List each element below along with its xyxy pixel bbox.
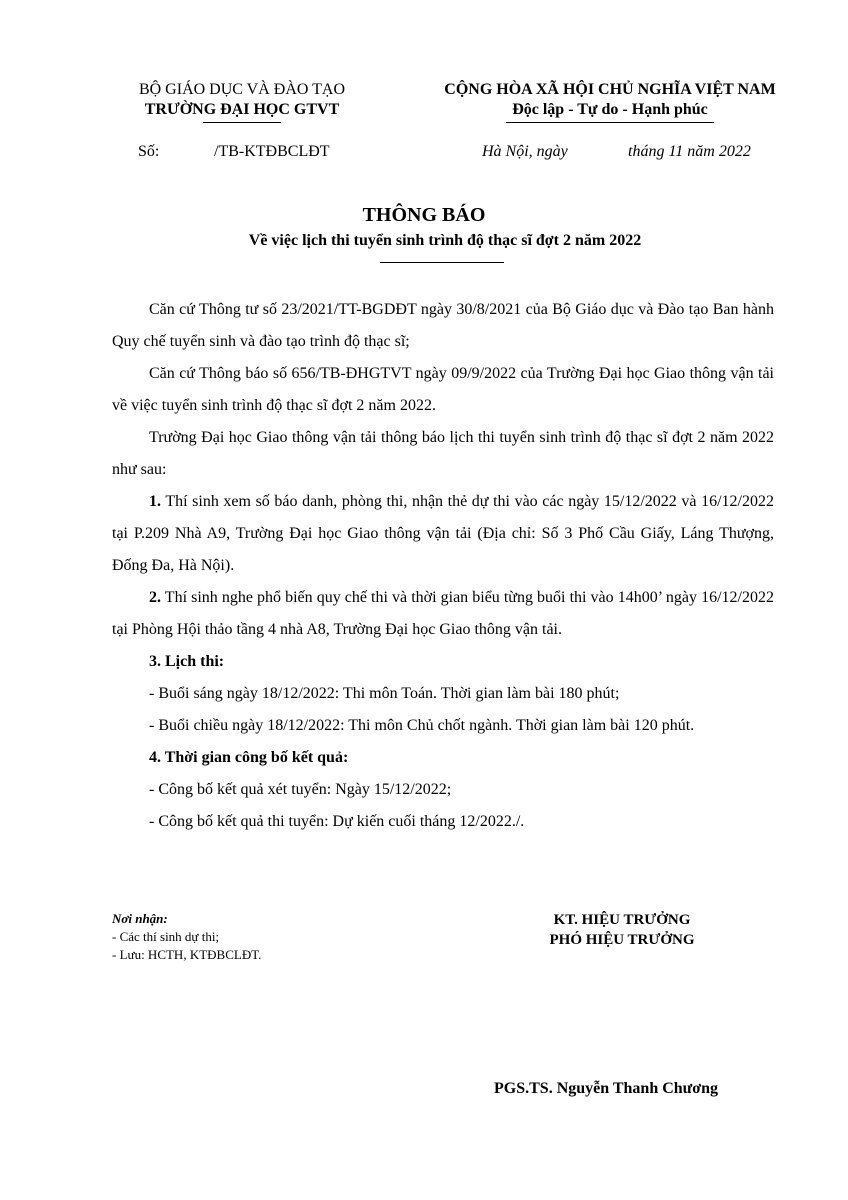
- number-label: Số:: [138, 143, 160, 160]
- paragraph-legal-basis-1: Căn cứ Thông tư số 23/2021/TT-BGDĐT ngày 30/8/2021 của Bộ Giáo dục và Đào tạo Ban hành Quy chế tuyển sinh và đào tạo trình độ thạc sĩ;: [112, 301, 774, 350]
- item-1-text: Thí sinh xem số báo danh, phòng thi, nhận thẻ dự thi vào các ngày 15/12/2022 và 16/12/2022 tại P.209 Nhà A9, Trường Đại học Giao thông vận tải (Địa chỉ: Số 3 Phố Cầu Giấy, Láng Thượng, Đống Đa, Hà Nội).: [112, 493, 775, 574]
- motto-underline: [506, 122, 714, 123]
- document-number: [138, 143, 330, 161]
- schedule-afternoon: - Buổi chiều ngày 18/12/2022: Thi môn Chủ chốt ngành. Thời gian làm bài 120 phút.: [149, 717, 695, 734]
- issuer-block: [112, 80, 372, 123]
- result-admission: - Công bố kết quả xét tuyển: Ngày 15/12/2022;: [149, 781, 452, 798]
- section-results-heading: 4. Thời gian công bố kết quả:: [149, 749, 349, 766]
- signer-name: PGS.TS. Nguyễn Thanh Chương: [494, 1080, 719, 1097]
- document-subtitle: Về việc lịch thi tuyển sinh trình độ thạc sĩ đợt 2 năm 2022: [248, 232, 642, 249]
- item-1: [112, 486, 774, 582]
- signer-role-2: PHÓ HIỆU TRƯỞNG: [549, 932, 695, 948]
- nation-name: CỘNG HÒA XÃ HỘI CHỦ NGHĨA VIỆT NAM: [444, 81, 776, 98]
- date-suffix: tháng 11 năm 2022: [628, 143, 751, 160]
- item-2-number: 2.: [149, 589, 161, 606]
- national-motto: Độc lập - Tự do - Hạnh phúc: [512, 101, 708, 118]
- recipient-line-1: - Các thí sinh dự thi;: [112, 929, 220, 944]
- school-name: TRƯỜNG ĐẠI HỌC GTVT: [144, 101, 340, 118]
- number-suffix: /TB-KTĐBCLĐT: [214, 143, 330, 160]
- issuer-underline: [203, 122, 281, 123]
- recipient-line-2: - Lưu: HCTH, KTĐBCLĐT.: [112, 947, 262, 962]
- schedule-morning: - Buổi sáng ngày 18/12/2022: Thi môn Toán. Thời gian làm bài 180 phút;: [149, 685, 620, 702]
- signer-block: [508, 910, 736, 950]
- section-schedule-heading: 3. Lịch thi:: [149, 653, 225, 670]
- recipients-label: Nơi nhận:: [112, 911, 168, 926]
- item-1-number: 1.: [149, 493, 161, 510]
- title-divider: [380, 262, 504, 263]
- national-heading: [418, 80, 802, 123]
- document-body: [112, 294, 774, 838]
- document-date: [482, 143, 751, 161]
- document-title: THÔNG BÁO: [362, 204, 486, 226]
- item-2: [112, 582, 774, 646]
- signer-role-1: KT. HIỆU TRƯỞNG: [553, 912, 691, 928]
- ministry-name: BỘ GIÁO DỤC VÀ ĐÀO TẠO: [138, 81, 346, 98]
- result-exam: - Công bố kết quả thi tuyển: Dự kiến cuối tháng 12/2022./.: [149, 813, 525, 830]
- paragraph-intro: Trường Đại học Giao thông vận tải thông báo lịch thi tuyển sinh trình độ thạc sĩ đợt 2 năm 2022 như sau:: [112, 429, 774, 478]
- paragraph-legal-basis-2: Căn cứ Thông báo số 656/TB-ĐHGTVT ngày 09/9/2022 của Trường Đại học Giao thông vận tải về việc tuyển sinh trình độ thạc sĩ đợt 2 năm 2022.: [112, 365, 774, 414]
- date-prefix: Hà Nội, ngày: [482, 143, 568, 160]
- recipients-block: [112, 910, 261, 964]
- item-2-text: Thí sinh nghe phổ biến quy chế thi và thời gian biểu từng buổi thi vào 14h00’ ngày 16/12/2022 tại Phòng Hội thảo tầng 4 nhà A8, Trường Đại học Giao thông vận tải.: [112, 589, 774, 638]
